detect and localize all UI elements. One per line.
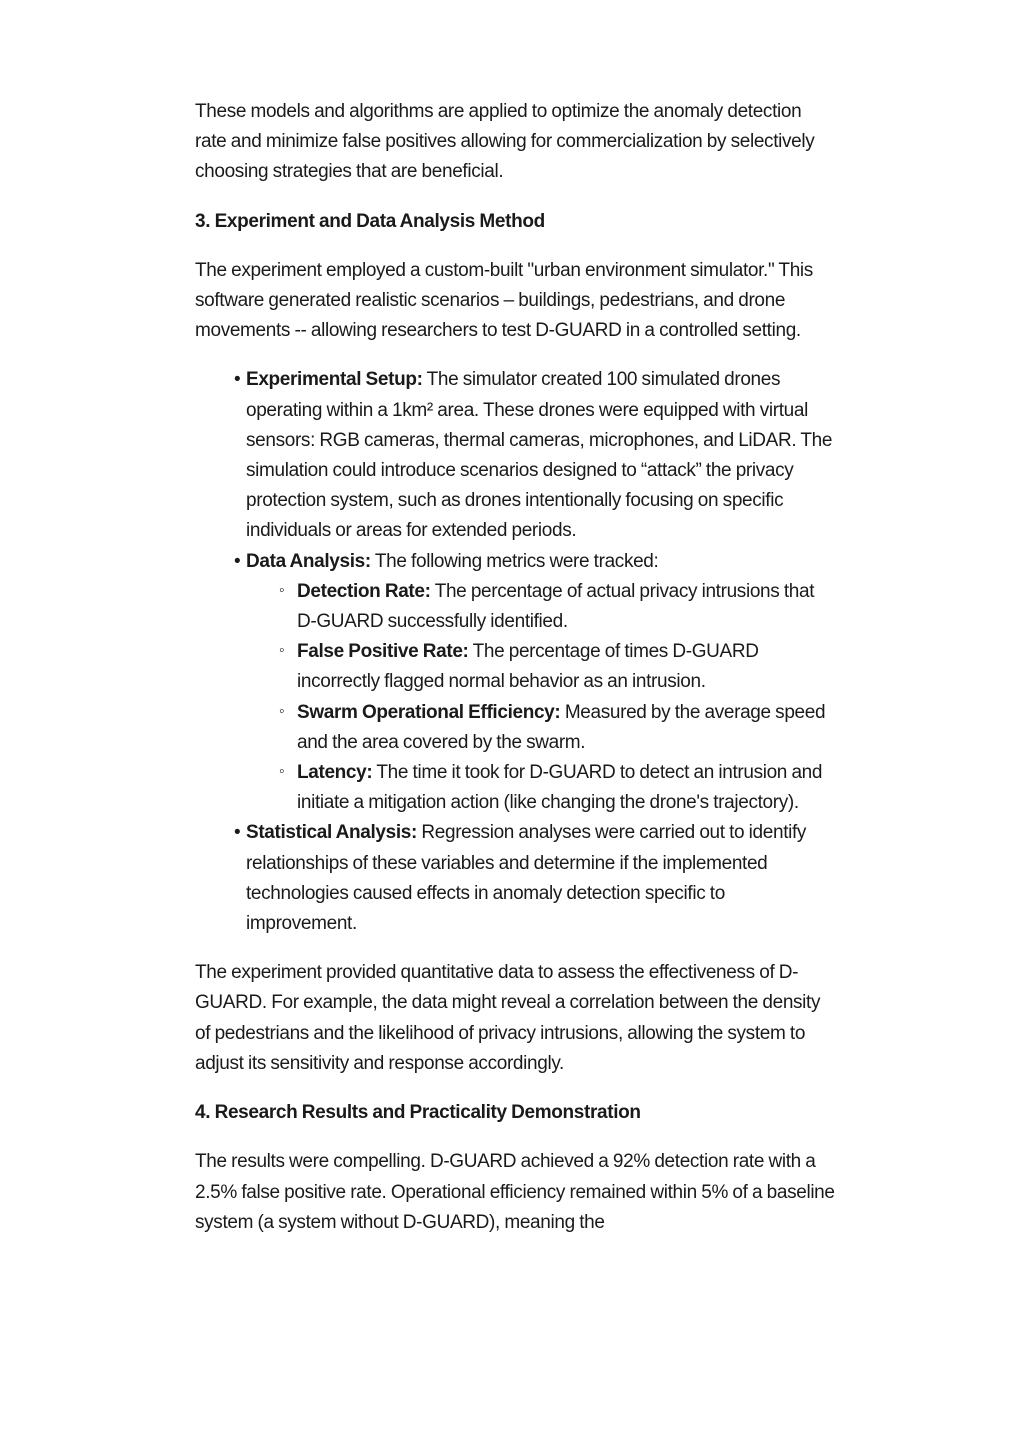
- bullet-label: Data Analysis:: [246, 550, 371, 572]
- subitem-label: Detection Rate:: [297, 580, 431, 602]
- subitem-latency: [297, 758, 835, 818]
- bullet-label: Statistical Analysis:: [246, 822, 417, 844]
- subitem-text: The time it took for D-GUARD to detect an intrusion and initiate a mitigation action (like changing the drone's trajectory).: [297, 762, 823, 814]
- metrics-sub-list: [246, 577, 835, 819]
- bullet-text: Regression analyses were carried out to identify relationships of these variables and determine if the implemented technologies caused effects in anomaly detection specific to improvement.: [246, 822, 807, 935]
- bullet-statistical-analysis: [246, 818, 835, 939]
- intro-paragraph: These models and algorithms are applied to optimize the anomaly detection rate and minimize false positives allowing for commercialization by selectively choosing strategies that are beneficial.: [195, 101, 815, 183]
- document-page: [195, 97, 835, 1257]
- section-3-paragraph-2: The experiment provided quantitative data to assess the effectiveness of D-GUARD. For example, the data might reveal a correlation between the density of pedestrians and the likelihood of privacy intrusions, allowing the system to adjust its sensitivity and response accordingly.: [195, 962, 821, 1074]
- bullet-text: The simulator created 100 simulated drones operating within a 1km² area. These drones were equipped with virtual sensors: RGB cameras, thermal cameras, microphones, and LiDAR. The simulation could introduce scenarios designed to “attack” the privacy protection system, such as drones intentionally focusing on specific individuals or areas for extended periods.: [246, 369, 833, 542]
- subitem-detection-rate: [297, 577, 835, 637]
- section-3-paragraph-1: The experiment employed a custom-built "urban environment simulator." This software generated realistic scenarios – buildings, pedestrians, and drone movements -- allowing researchers to test D-GUARD in a controlled setting.: [195, 259, 813, 342]
- section-4-heading: 4. Research Results and Practicality Demonstration: [195, 1102, 641, 1124]
- bullet-text: The following metrics were tracked:: [370, 550, 659, 572]
- subitem-label: False Positive Rate:: [297, 641, 469, 663]
- subitem-label: Swarm Operational Efficiency:: [297, 701, 561, 723]
- bullet-data-analysis: [246, 547, 835, 819]
- bullet-experimental-setup: [246, 365, 835, 546]
- bullet-label: Experimental Setup:: [246, 369, 423, 391]
- section-4-paragraph-1: The results were compelling. D-GUARD achieved a 92% detection rate with a 2.5% false positive rate. Operational efficiency remained within 5% of a baseline system (a system without D-GUARD), meaning the: [195, 1151, 835, 1233]
- subitem-text: The percentage of times D-GUARD incorrectly flagged normal behavior as an intrusion.: [297, 641, 759, 693]
- method-bullet-list: [195, 365, 835, 939]
- subitem-false-positive-rate: [297, 637, 835, 697]
- subitem-label: Latency:: [297, 762, 373, 784]
- subitem-text: Measured by the average speed and the area covered by the swarm.: [297, 701, 826, 753]
- subitem-text: The percentage of actual privacy intrusions that D-GUARD successfully identified.: [297, 580, 815, 633]
- section-3-heading: 3. Experiment and Data Analysis Method: [195, 210, 545, 232]
- subitem-swarm-efficiency: [297, 698, 835, 758]
